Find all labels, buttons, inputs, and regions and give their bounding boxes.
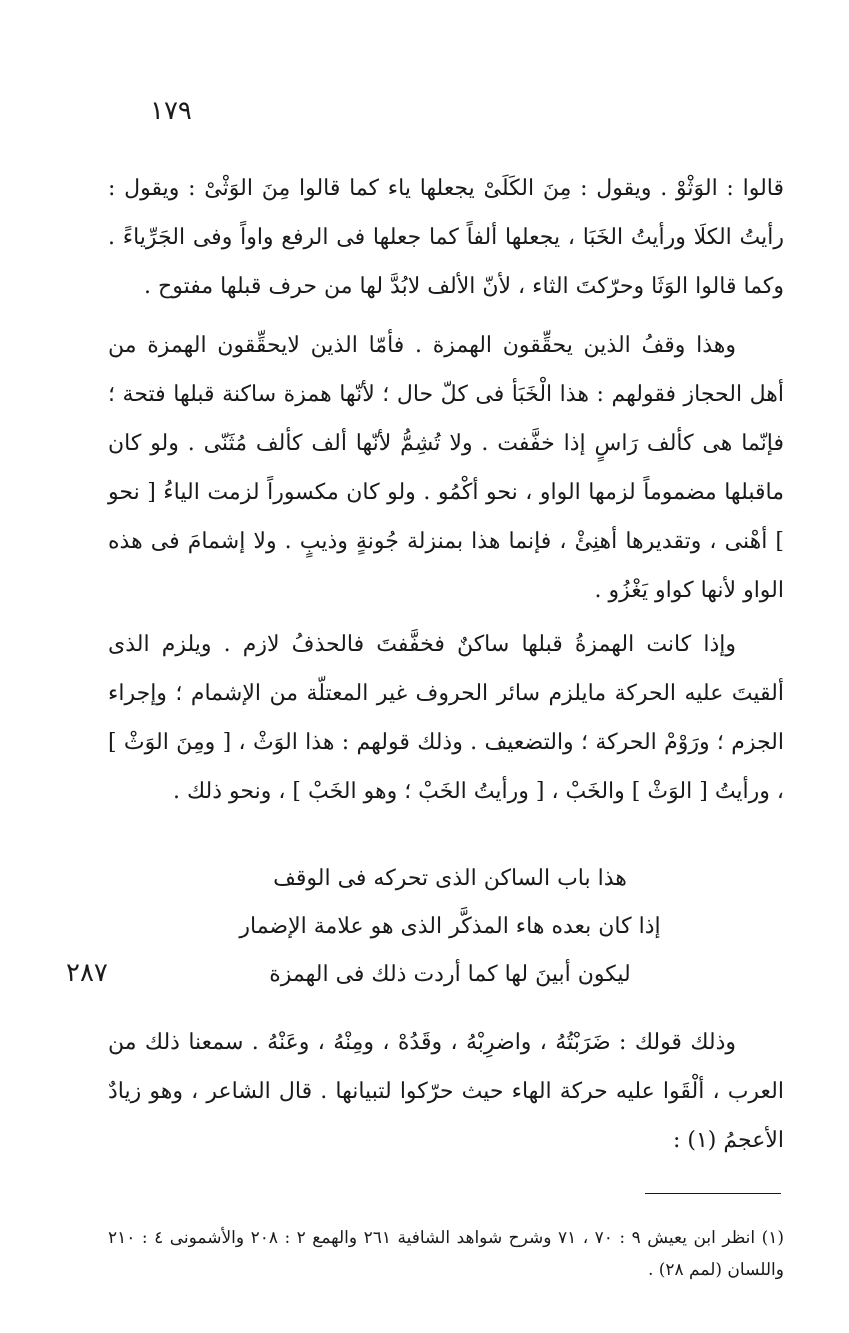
margin-page-reference: ٢٨٧ <box>66 958 108 988</box>
chapter-heading-line-1: هذا باب الساكن الذى تحركه فى الوقف <box>273 866 627 891</box>
paragraph-4: وذلك قولك : ضَرَبْتُهُ ، واضرِبْهُ ، وقَدُهْ ، ومِنْهُ ، وعَنْهُ . سمعنا ذلك من العرب ، ألْقَوا عليه حركة الهاء حيث حرّكوا لتبيانها . قال الشاعر ، وهو زيادٌ الأعجمُ (١) : <box>108 1030 784 1153</box>
chapter-heading-line-2: إذا كان بعده هاء المذكَّر الذى هو علامة الإضمار <box>239 914 661 939</box>
chapter-heading <box>180 855 720 999</box>
paragraph-2: وهذا وقفُ الذين يحقِّقون الهمزة . فأمّا الذين لايحقِّقون الهمزة من أهل الحجاز فقولهم : هذا الْخَبَأ فى كلّ حال ؛ لأنّها همزة ساكنة قبلها فتحة ؛ فإنّما هى كألف رَاسٍ إذا خفَّفت . ولا تُشِمُّ لأنّها ألف كألف مُثَنّى . ولو كان ماقبلها مضموماً لزمها الواو ، نحو أكْمُو . ولو كان مكسوراً لزمت الياءُ [ نحو ] أهْنى ، وتقديرها أهنِئْ ، فإنما هذا بمنزلة جُونةٍ وذيبٍ . ولا إشمامَ فى هذه الواو لأنها كواو يَغْزُو . <box>108 333 784 603</box>
paragraph-3: وإذا كانت الهمزةُ قبلها ساكنٌ فخفَّفتَ فالحذفُ لازم . ويلزم الذى ألقيتَ عليه الحركة مايلزم سائر الحروف غير المعتلّة من الإشمام ؛ وإجراء الجزم ؛ ورَوْمْ الحركة ؛ والتضعيف . وذلك قولهم : هذا الوَثْ ، [ ومِنَ الوَثْ ] ، ورأيتُ [ الوَثْ ] والخَبْ ، [ ورأيتُ الخَبْ ؛ وهو الخَبْ ] ، ونحو ذلك . <box>108 632 784 804</box>
footnote-separator <box>645 1193 781 1194</box>
chapter-heading-line-3: ليكون أبينَ لها كما أردت ذلك فى الهمزة <box>269 962 631 987</box>
footnote: (١) انظر ابن يعيش ٩ : ٧٠ ، ٧١ وشرح شواهد الشافية ٢٦١ والهمع ٢ : ٢٠٨ والأشمونى ٤ : ٢١٠ واللسان (لمم ٢٨) . <box>108 1228 784 1280</box>
page-number: ١٧٩ <box>150 96 192 126</box>
paragraph-1: قالوا : الوَثْوْ . ويقول : مِنَ الكَلَىْ يجعلها ياء كما قالوا مِنَ الوَثْىْ : ويقول : رأيتُ الكلَا ورأيتُ الخَبَا ، يجعلها ألفاً كما جعلها فى الرفع واواً وفى الجَرِّياءً . وكما قالوا الوَثَا وحرّكتَ الثاء ، لأنّ الألف لابُدَّ لها من حرف قبلها مفتوح . <box>108 176 784 299</box>
